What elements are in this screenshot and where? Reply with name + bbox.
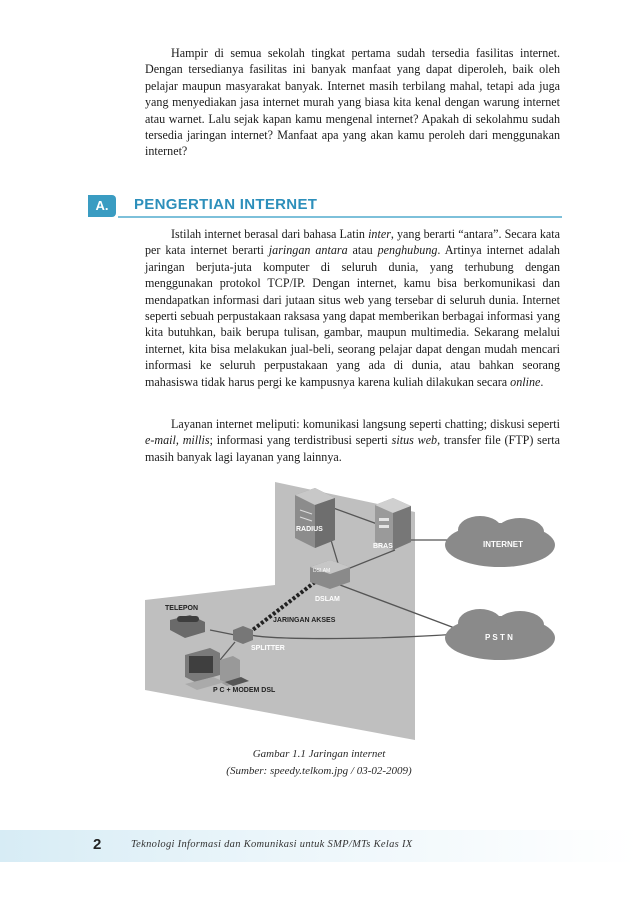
- term-inter: inter: [368, 227, 391, 241]
- label-radius: RADIUS: [296, 526, 323, 533]
- section-title: PENGERTIAN INTERNET: [134, 196, 318, 213]
- label-splitter: SPLITTER: [251, 645, 285, 652]
- term-situs-web: situs web: [391, 433, 438, 448]
- network-diagram: [125, 470, 565, 740]
- radius-server-icon: [295, 488, 335, 548]
- services-paragraph: [145, 416, 560, 465]
- text-run: . Artinya internet adalah jaringan berjuta-juta komputer di seluruh dunia, yang terhubung dengan menggunakan protokol TCP/IP. Dengan internet, kamu bisa berkomunikasi dan mendapatkan informasi dari jutaan situs web yang tersebar di seluruh dunia. Internet seperti sebuah perpustakaan raksasa yang dapat memberikan berbagai informasi yang kita butuhkan, baik berupa tulisan, gambar, maupun multimedia. Sekarang melalui internet, kita bisa melakukan jual-beli, seorang pelajar dapat dengan mudah mencari informasi ke seluruh perpustakaan yang ada di dunia, atau bahkan seorang mahasiswa tidak harus pergi ke kampusnya karena kuliah dilakukan secara: [145, 243, 560, 389]
- label-pc-modem: P C + MODEM DSL: [213, 687, 276, 694]
- label-internet: INTERNET: [483, 540, 523, 549]
- label-jaringan-akses: JARINGAN AKSES: [273, 617, 336, 624]
- text-run: Layanan internet meliputi: komunikasi langsung seperti chatting; diskusi seperti: [171, 417, 560, 431]
- text-run: ; informasi yang terdistribusi seperti: [209, 433, 392, 448]
- term-email: e-mail, millis: [145, 433, 210, 448]
- term-jaringan-antara: jaringan antara: [268, 243, 348, 258]
- figure-caption: Gambar 1.1 Jaringan internet: [252, 748, 386, 760]
- intro-paragraph: [145, 45, 560, 160]
- label-bras: BRAS: [373, 543, 393, 550]
- section-letter-badge: A.: [88, 195, 116, 217]
- label-dslam-box: DSLAM: [313, 568, 331, 574]
- text-run: .: [540, 374, 544, 389]
- label-telepon: TELEPON: [165, 605, 199, 612]
- term-online: online: [510, 374, 541, 389]
- definition-paragraph: [145, 226, 560, 390]
- text-run: Istilah internet berasal dari bahasa Latin: [171, 227, 369, 241]
- section-divider: [118, 216, 562, 218]
- figure-source: (Sumber: speedy.telkom.jpg / 03-02-2009): [226, 765, 412, 777]
- label-pstn: P S T N: [485, 633, 513, 642]
- section-header: [0, 193, 638, 219]
- text-run: , transfer file (FTP) serta masih banyak lagi layanan yang lainnya.: [145, 433, 560, 464]
- label-dslam: DSLAM: [315, 596, 340, 603]
- text-run: atau: [347, 243, 378, 258]
- book-title: Teknologi Informasi dan Komunikasi untuk SMP/MTs Kelas IX: [131, 839, 413, 850]
- intro-text: Hampir di semua sekolah tingkat pertama sudah tersedia fasilitas internet. Dengan tersedianya fasilitas ini banyak manfaat yang dapat diperoleh, baik oleh pelajar maupun masyarakat banyak. Internet masih terbilang mahal, tetapi ada juga yang menyediakan jasa internet murah yang biasa kita kenal dengan warung internet atau warnet. Lalu sejak kapan kamu mengenal internet? Apakah di sekolahmu sudah tersedia jaringan internet? Manfaat apa yang akan kamu peroleh dari menggunakan internet?: [145, 46, 560, 159]
- text-run: , yang berarti “antara”. Secara kata per kata internet berarti: [145, 227, 561, 258]
- term-penghubung: penghubung: [377, 243, 438, 258]
- page-number: 2: [93, 836, 102, 853]
